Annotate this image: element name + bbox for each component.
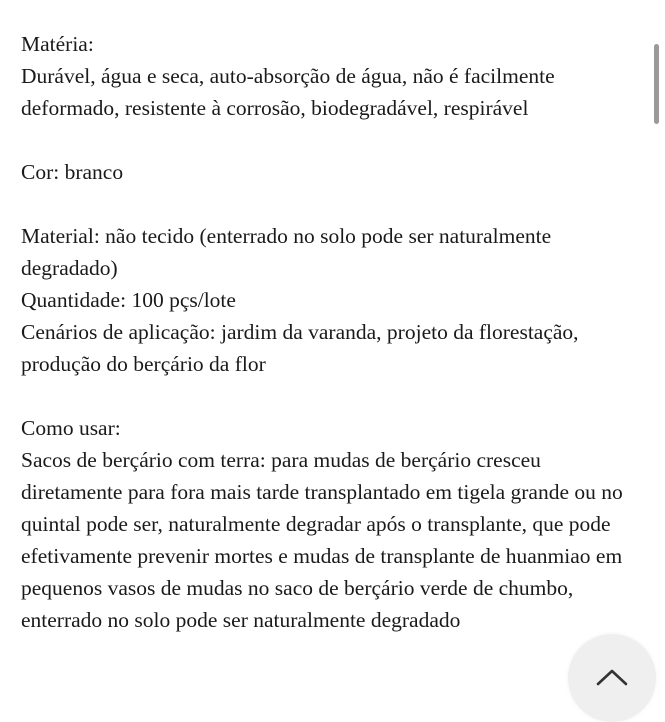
product-description bbox=[21, 28, 646, 636]
materia-heading: Matéria: bbox=[21, 32, 94, 56]
como-usar-text: Sacos de berçário com terra: para mudas de berçário cresceu diretamente para fora mais tarde transplantado em tigela grande ou no quintal pode ser, naturalmente degradar após o transplante, que pode efetivamente prevenir mortes e mudas de transplante de huanmiao em pequenos vasos de mudas no saco de berçário verde de chumbo, enterrado no solo pode ser naturalmente degradado bbox=[21, 448, 623, 632]
cor-text: Cor: branco bbox=[21, 160, 124, 184]
chevron-up-icon bbox=[596, 668, 628, 686]
materia-text: Durável, água e seca, auto-absorção de água, não é facilmente deformado, resistente à corrosão, biodegradável, respirável bbox=[21, 64, 555, 120]
scrollbar[interactable] bbox=[654, 44, 659, 124]
material-text: Material: não tecido (enterrado no solo pode ser naturalmente degradado) bbox=[21, 224, 552, 280]
spacer bbox=[21, 124, 646, 156]
cenarios-text: Cenários de aplicação: jardim da varanda, projeto da florestação, produção do berçário da flor bbox=[21, 320, 579, 376]
como-usar-heading: Como usar: bbox=[21, 416, 121, 440]
spacer bbox=[21, 380, 646, 412]
spacer bbox=[21, 188, 646, 220]
back-to-top-button[interactable] bbox=[568, 634, 656, 722]
quantidade-text: Quantidade: 100 pçs/lote bbox=[21, 288, 236, 312]
